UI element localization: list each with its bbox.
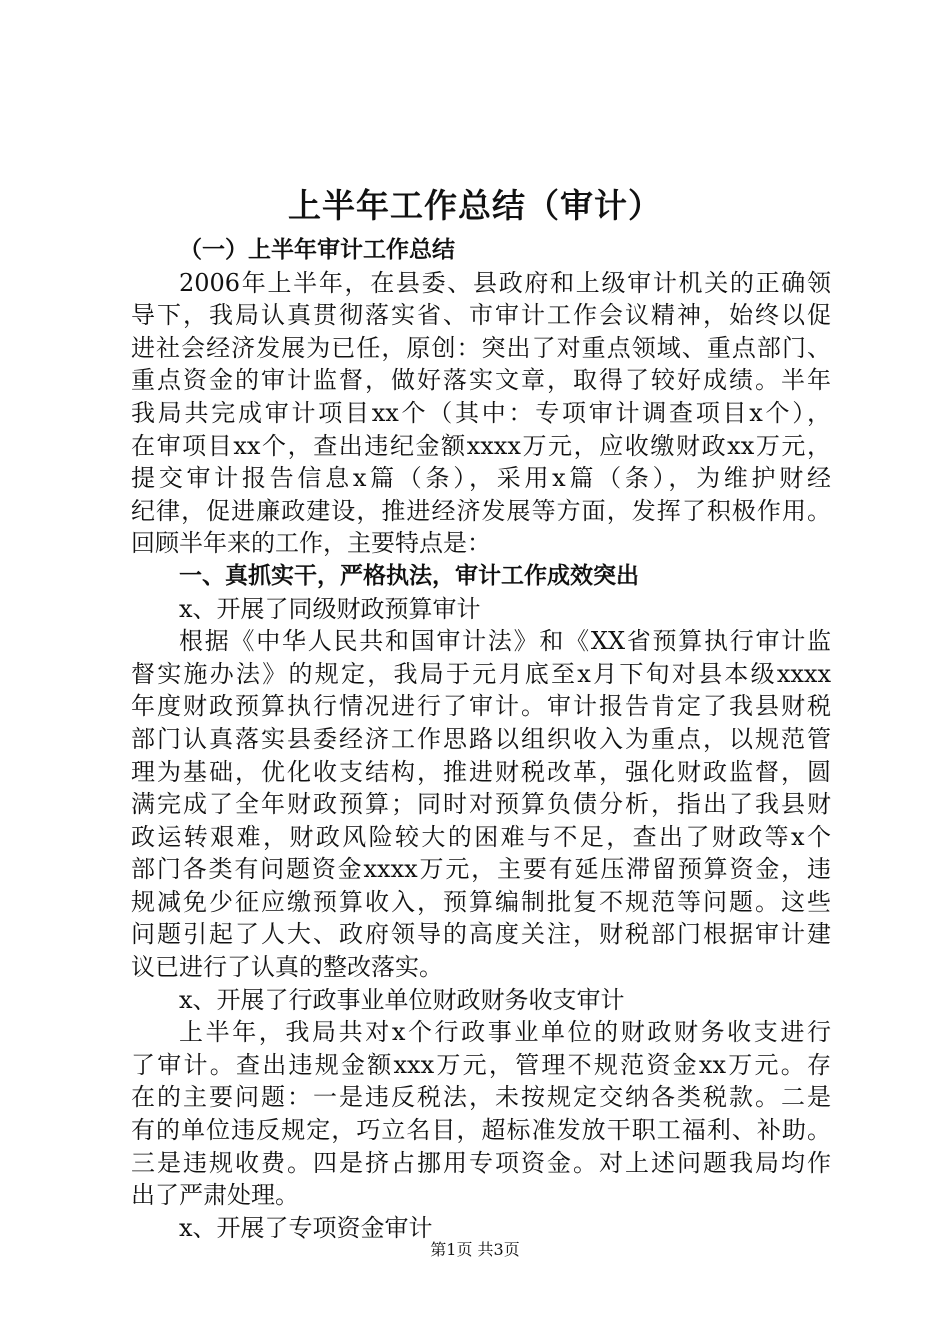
text-line: 上半年，我局共对x个行政事业单位的财政财务收支进行 xyxy=(179,1018,831,1047)
text-line: 议已进行了认真的整改落实。 xyxy=(131,953,443,982)
section-heading: （一）上半年审计工作总结 xyxy=(179,237,455,263)
text-line: 规减免少征应缴预算收入，预算编制批复不规范等问题。这些 xyxy=(131,887,831,916)
text-line: 年度财政预算执行情况进行了审计。审计报告肯定了我县财税 xyxy=(131,692,831,721)
text-line: 提交审计报告信息x篇（条），采用x篇（条），为维护财经 xyxy=(131,464,831,493)
text-line: x、开展了专项资金审计 xyxy=(179,1213,433,1242)
text-line: 政运转艰难，财政风险较大的困难与不足，查出了财政等x个 xyxy=(131,822,831,851)
page-footer: 第1页 共3页 xyxy=(430,1240,520,1259)
section-heading: 一、真抓实干，严格执法，审计工作成效突出 xyxy=(179,562,639,589)
text-line: 部门各类有问题资金xxxx万元，主要有延压滞留预算资金，违 xyxy=(131,855,831,884)
text-line: 重点资金的审计监督，做好落实文章，取得了较好成绩。半年 xyxy=(131,366,831,395)
document-title: 上半年工作总结（审计） xyxy=(288,186,662,225)
text-line: 督实施办法》的规定，我局于元月底至x月下旬对县本级xxxx xyxy=(131,659,831,688)
text-line: 2006年上半年，在县委、县政府和上级审计机关的正确领 xyxy=(179,268,831,297)
text-line: 满完成了全年财政预算；同时对预算负债分析，指出了我县财 xyxy=(131,790,831,819)
text-line: 部门认真落实县委经济工作思路以组织收入为重点，以规范管 xyxy=(131,724,831,753)
text-line: 进社会经济发展为已任，原创：突出了对重点领域、重点部门、 xyxy=(131,333,831,362)
text-line: 了审计。查出违规金额xxx万元，管理不规范资金xx万元。存 xyxy=(131,1050,831,1079)
text-line: 出了严肃处理。 xyxy=(131,1181,299,1210)
text-line: 在的主要问题：一是违反税法，未按规定交纳各类税款。二是 xyxy=(131,1083,831,1112)
text-line: x、开展了同级财政预算审计 xyxy=(179,594,481,623)
text-line: 根据《中华人民共和国审计法》和《XX省预算执行审计监 xyxy=(179,627,831,656)
text-line: x、开展了行政事业单位财政财务收支审计 xyxy=(179,985,625,1014)
text-line: 纪律，促进廉政建设，推进经济发展等方面，发挥了积极作用。 xyxy=(131,496,831,525)
text-line: 导下，我局认真贯彻落实省、市审计工作会议精神，始终以促 xyxy=(131,301,831,330)
text-line: 理为基础，优化收支结构，推进财税改革，强化财政监督，圆 xyxy=(131,757,831,786)
text-line: 问题引起了人大、政府领导的高度关注，财税部门根据审计建 xyxy=(131,920,831,949)
text-line: 在审项目xx个，查出违纪金额xxxx万元，应收缴财政xx万元， xyxy=(131,431,831,460)
text-line: 三是违规收费。四是挤占挪用专项资金。对上述问题我局均作 xyxy=(131,1148,831,1177)
text-line: 回顾半年来的工作，主要特点是： xyxy=(131,529,491,558)
text-line: 有的单位违反规定，巧立名目，超标准发放干职工福利、补助。 xyxy=(131,1116,831,1145)
document-body xyxy=(131,234,831,1244)
text-line: 我局共完成审计项目xx个（其中：专项审计调查项目x个）， xyxy=(131,398,831,427)
